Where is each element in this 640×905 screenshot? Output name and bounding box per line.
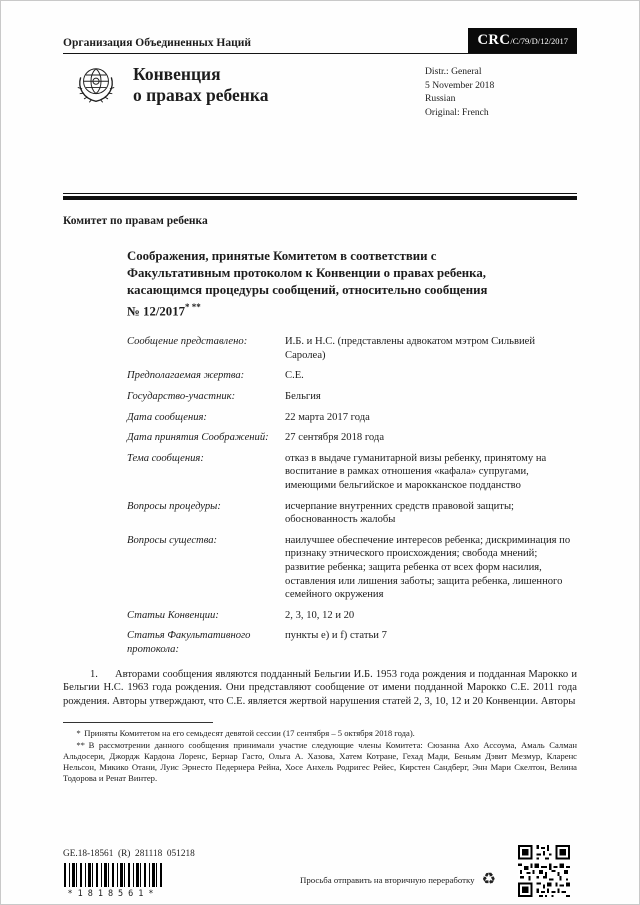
detail-label: Вопросы существа: xyxy=(127,534,218,546)
table-row xyxy=(127,452,577,493)
footnote-separator xyxy=(63,722,213,723)
paragraph-number: 1. xyxy=(90,668,98,680)
footnote-text: В рассмотрении данного сообщения принимали участие следующие члены Комитета: Сюзанна Ахо Ассоума, Амаль Салман Альдосери, Джордж Кардона Лоренс, Бернар Гасто, Ольга А. Хазова, Хатем Котране, Гехад Мади, Беньям Дэвит Мезмур, Кларенс Нельсон, Микико Отани, Луис Эрнесто Педернера Рейна, Хосе Анхель Родригес Рейес, Кирстен Сандберг, Энн Мари Скелтон, Велина Тодорова и Ренат Винтер. xyxy=(63,739,577,783)
detail-label: Статьи Конвенции: xyxy=(127,609,219,621)
detail-label: Государство-участник: xyxy=(127,391,236,403)
barcode xyxy=(63,863,163,899)
detail-label: Дата принятия Соображений: xyxy=(127,432,269,444)
divider-thin-rule xyxy=(63,193,577,194)
detail-value: С.Е. xyxy=(285,370,304,382)
detail-value: отказ в выдаче гуманитарной визы ребенку, принятому на воспитание в рамках отношения «кафала» супругами, имеющими бельгийское и марокканское подданство xyxy=(285,452,547,492)
date-line: 5 November 2018 xyxy=(425,79,495,91)
barcode-bars xyxy=(64,863,162,887)
header-top-row xyxy=(63,28,577,54)
detail-value: Бельгия xyxy=(285,391,321,403)
table-row xyxy=(127,534,577,602)
detail-label: Тема сообщения: xyxy=(127,452,204,464)
detail-value: 2, 3, 10, 12 и 20 xyxy=(285,609,355,621)
document-symbol-suffix: /C/79/D/12/2017 xyxy=(510,36,568,46)
detail-label: Дата сообщения: xyxy=(127,411,207,423)
masthead xyxy=(63,63,577,119)
table-row xyxy=(127,609,577,623)
body-paragraph-1 xyxy=(63,668,577,709)
detail-value: наилучшее обеспечение интересов ребенка; дискриминация по признаку этнического происхождения; свобода мнений; развитие ребенка; защита ребенка от всех форм насилия, оставления или лишения заботы; защита ребенка, лишенного семейного окружения xyxy=(285,534,571,601)
table-row xyxy=(127,335,577,362)
convention-title-line1: Конвенция xyxy=(133,64,221,84)
case-details-table xyxy=(127,335,577,656)
header-divider xyxy=(63,193,577,200)
qr-code xyxy=(518,845,570,897)
document-symbol-badge xyxy=(468,28,577,53)
document-reference: GE.18-18561 (R) 281118 051218 xyxy=(63,849,195,859)
table-row xyxy=(127,411,577,425)
un-emblem-icon xyxy=(73,63,119,109)
language-line: Russian xyxy=(425,93,456,104)
footnote-text: Приняты Комитетом на его семьдесят девятой сессии (17 сентября – 5 октября 2018 года). xyxy=(84,727,415,738)
table-row xyxy=(127,431,577,445)
convention-title-line2: о правах ребенка xyxy=(133,85,269,105)
footnotes xyxy=(63,728,577,784)
organization-name: Организация Объединенных Наций xyxy=(63,37,251,49)
original-language-line: Original: French xyxy=(425,106,489,118)
document-title xyxy=(127,248,489,320)
barcode-text: *1818561* xyxy=(67,889,159,899)
detail-label: Вопросы процедуры: xyxy=(127,500,221,512)
recycle-icon: ♻ xyxy=(481,871,496,888)
footnote-marker: * xyxy=(76,727,81,738)
title-footnote-marks: * ** xyxy=(185,302,201,312)
detail-value: 22 марта 2017 года xyxy=(285,411,370,423)
detail-value: 27 сентября 2018 года xyxy=(285,432,385,444)
table-row xyxy=(127,390,577,404)
detail-value: И.Б. и Н.С. (представлены адвокатом мэтром Сильвией Саролеа) xyxy=(285,336,536,361)
detail-value: исчерпание внутренних средств правовой защиты; обоснованность жалобы xyxy=(285,500,515,526)
footnote-marker: ** xyxy=(76,739,85,750)
distr-line: Distr.: General xyxy=(425,66,482,77)
detail-label: Сообщение представлено: xyxy=(127,336,248,348)
convention-title xyxy=(133,63,268,119)
detail-value: пункты e) и f) статьи 7 xyxy=(285,630,387,642)
document-title-text: Соображения, принятые Комитетом в соответствии с Факультативным протоколом к Конвенции о правах ребенка, касающимся процедуры сообщений, относительно сообщения № 12/2017 xyxy=(127,249,488,319)
paragraph-text: Авторами сообщения являются подданный Бельгии И.Б. 1953 года рождения и подданная Марокко и Бельгии Н.С. 1963 года рождения. Они представляют сообщение от имени подданной Марокко С.Е. 2011 года рождения. Авторы утверждают, что С.Е. является жертвой нарушения статей 2, 3, 10, 12 и 20 Конвенции. Авторы xyxy=(63,668,577,708)
recycle-text: Просьба отправить на вторичную переработку xyxy=(300,875,475,885)
divider-thick-rule xyxy=(63,196,577,200)
table-row xyxy=(127,369,577,383)
detail-label: Предполагаемая жертва: xyxy=(127,370,245,382)
distribution-info xyxy=(425,63,577,119)
detail-label: Статья Факультативного протокола: xyxy=(127,630,251,655)
recycle-notice xyxy=(300,872,496,888)
footnote-2 xyxy=(63,740,577,784)
table-row xyxy=(127,500,577,527)
table-row xyxy=(127,629,577,656)
document-symbol-prefix: CRC xyxy=(477,32,511,48)
committee-heading: Комитет по правам ребенка xyxy=(63,215,208,227)
footnote-1 xyxy=(63,728,577,739)
